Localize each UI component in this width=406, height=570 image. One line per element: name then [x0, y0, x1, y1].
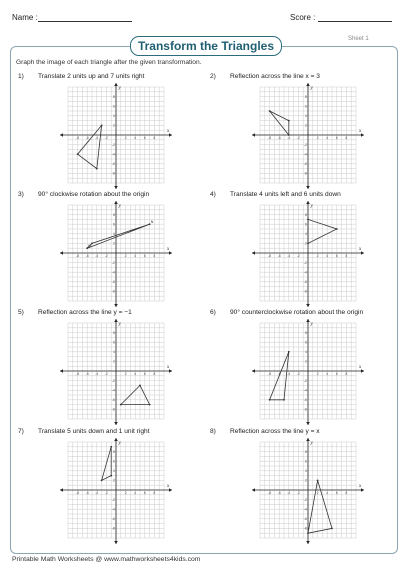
coordinate-plane[interactable] — [210, 317, 400, 429]
x-axis-arrow — [252, 251, 255, 255]
x-axis-arrow — [252, 369, 255, 373]
x-tick-label: -4 — [95, 372, 99, 376]
x-tick-label: 8 — [345, 372, 348, 376]
name-field-line[interactable] — [38, 21, 132, 22]
x-tick-label: -6 — [277, 136, 281, 140]
y-axis-arrow — [306, 422, 310, 425]
problem-5 — [18, 309, 208, 429]
y-tick-label: -6 — [303, 398, 307, 402]
x-axis-arrow — [361, 369, 364, 373]
triangle-vertex — [288, 351, 290, 353]
y-tick-label: -6 — [111, 162, 115, 166]
x-axis-arrow — [60, 251, 63, 255]
problem-8 — [210, 428, 400, 548]
y-axis-label: y — [118, 86, 121, 91]
x-axis-label: x — [167, 129, 170, 134]
x-tick-label: 4 — [326, 372, 329, 376]
triangle-vertex — [110, 446, 112, 448]
x-tick-label: -6 — [85, 372, 89, 376]
x-tick-label: -4 — [95, 491, 99, 495]
x-axis-label: x — [359, 365, 362, 370]
y-tick-label: 2 — [305, 478, 307, 483]
y-tick-label: -8 — [111, 289, 115, 294]
y-axis-label: y — [310, 204, 313, 209]
y-axis-arrow — [306, 201, 310, 204]
y-axis-arrow — [306, 304, 310, 307]
y-tick-label: -2 — [111, 497, 115, 502]
y-tick-label: -6 — [111, 280, 115, 284]
y-tick-label: -2 — [303, 497, 307, 502]
x-tick-label: 4 — [134, 136, 137, 140]
vertex-label: N — [150, 220, 154, 224]
y-tick-label: 8 — [113, 212, 115, 217]
x-tick-label: 8 — [345, 254, 348, 258]
y-tick-label: -2 — [111, 378, 115, 383]
y-tick-label: 2 — [113, 478, 115, 483]
y-axis-arrow — [306, 186, 310, 189]
y-tick-label: -4 — [303, 507, 307, 512]
y-axis-label: y — [310, 86, 313, 91]
footer-text: Printable Math Worksheets @ www.mathworksheets4kids.com — [12, 556, 201, 563]
problem-1 — [18, 73, 208, 193]
problem-number: 8) — [210, 428, 216, 435]
x-axis-arrow — [169, 488, 172, 492]
x-tick-label: -2 — [104, 491, 108, 495]
x-tick-label: -6 — [277, 491, 281, 495]
triangle-vertex — [101, 125, 103, 127]
x-tick-label: -2 — [104, 136, 108, 140]
y-tick-label: -4 — [111, 507, 115, 512]
y-axis-label: y — [118, 204, 121, 209]
y-tick-label: 4 — [305, 114, 307, 118]
x-tick-label: -4 — [287, 491, 291, 495]
problem-instruction: Reflection across the line y = x — [230, 428, 320, 435]
y-axis-arrow — [114, 201, 118, 204]
x-axis-arrow — [361, 488, 364, 492]
y-tick-label: 2 — [113, 123, 115, 128]
problem-instruction: Translate 2 units up and 7 units right — [38, 73, 145, 80]
x-axis-arrow — [60, 488, 63, 492]
y-axis-label: y — [310, 441, 313, 446]
y-tick-label: -6 — [111, 517, 115, 521]
problem-number: 3) — [18, 191, 24, 198]
score-field-line[interactable] — [318, 21, 392, 22]
x-tick-label: 2 — [124, 136, 127, 140]
triangle-vertex — [110, 475, 112, 477]
x-tick-label: -4 — [95, 136, 99, 140]
x-tick-label: 8 — [345, 491, 348, 495]
y-tick-label: -8 — [303, 289, 307, 294]
problem-instruction: 90° counterclockwise rotation about the origin — [230, 309, 364, 316]
triangle-vertex — [96, 168, 98, 170]
x-tick-label: -2 — [104, 254, 108, 258]
x-tick-label: -8 — [76, 372, 80, 376]
y-tick-label: 6 — [305, 104, 307, 109]
score-label: Score : — [290, 13, 316, 22]
x-axis-arrow — [169, 133, 172, 137]
triangle-vertex — [283, 399, 285, 401]
x-tick-label: -4 — [287, 372, 291, 376]
triangle-vertex — [307, 219, 309, 221]
x-tick-label: -8 — [268, 254, 272, 258]
y-tick-label: 2 — [305, 241, 307, 246]
y-tick-label: -4 — [111, 388, 115, 393]
y-tick-label: -8 — [111, 526, 115, 531]
y-tick-label: 6 — [113, 340, 115, 345]
x-tick-label: 4 — [326, 136, 329, 140]
y-tick-label: 4 — [305, 232, 307, 236]
problem-7 — [18, 428, 208, 548]
y-tick-label: -6 — [303, 162, 307, 166]
problem-2 — [210, 73, 400, 193]
triangle-vertex — [307, 243, 309, 245]
y-tick-label: -2 — [303, 142, 307, 147]
problem-number: 5) — [18, 309, 24, 316]
problem-instruction: Reflection across the line y = −1 — [38, 309, 132, 316]
x-tick-label: 6 — [335, 136, 338, 140]
triangle-vertex — [77, 153, 79, 155]
triangle — [87, 224, 149, 248]
y-axis-arrow — [114, 186, 118, 189]
x-tick-label: 6 — [335, 491, 338, 495]
coordinate-plane[interactable] — [210, 436, 400, 548]
y-tick-label: 6 — [113, 104, 115, 109]
y-axis-arrow — [114, 438, 118, 441]
y-axis-arrow — [114, 422, 118, 425]
x-tick-label: 6 — [143, 254, 146, 258]
x-tick-label: -2 — [296, 372, 300, 376]
y-tick-label: -2 — [303, 378, 307, 383]
y-tick-label: -2 — [303, 260, 307, 265]
x-tick-label: -4 — [95, 254, 99, 258]
y-axis-label: y — [118, 441, 121, 446]
x-tick-label: 6 — [143, 136, 146, 140]
x-axis-label: x — [359, 129, 362, 134]
x-axis-label: x — [167, 365, 170, 370]
y-tick-label: -2 — [111, 142, 115, 147]
y-tick-label: -6 — [303, 517, 307, 521]
y-tick-label: -8 — [303, 171, 307, 176]
y-tick-label: 8 — [305, 212, 307, 217]
x-tick-label: 2 — [316, 372, 319, 376]
y-axis-arrow — [306, 83, 310, 86]
triangle — [78, 125, 102, 168]
y-tick-label: -8 — [111, 171, 115, 176]
y-tick-label: -8 — [111, 407, 115, 412]
y-tick-label: -6 — [303, 280, 307, 284]
problem-number: 6) — [210, 309, 216, 316]
y-axis-arrow — [306, 438, 310, 441]
x-tick-label: 6 — [143, 491, 146, 495]
x-axis-arrow — [169, 251, 172, 255]
x-tick-label: -8 — [76, 136, 80, 140]
x-tick-label: -4 — [287, 136, 291, 140]
problem-instruction: Translate 5 units down and 1 unit right — [38, 428, 150, 435]
y-tick-label: 2 — [305, 359, 307, 364]
problem-number: 2) — [210, 73, 216, 80]
x-axis-arrow — [60, 369, 63, 373]
y-tick-label: 2 — [113, 241, 115, 246]
x-tick-label: 4 — [134, 491, 137, 495]
x-axis-arrow — [361, 133, 364, 137]
y-tick-label: 4 — [305, 469, 307, 473]
x-tick-label: 2 — [316, 491, 319, 495]
triangle-vertex — [336, 228, 338, 230]
x-tick-label: -6 — [277, 254, 281, 258]
x-tick-label: 6 — [143, 372, 146, 376]
x-axis-arrow — [252, 488, 255, 492]
x-tick-label: -2 — [296, 491, 300, 495]
coordinate-plane[interactable] — [210, 81, 400, 193]
y-tick-label: 8 — [305, 94, 307, 99]
y-tick-label: 4 — [113, 114, 115, 118]
y-tick-label: 2 — [305, 123, 307, 128]
y-tick-label: 4 — [113, 350, 115, 354]
x-tick-label: 4 — [326, 491, 329, 495]
triangle-vertex — [269, 110, 271, 112]
x-tick-label: 2 — [316, 254, 319, 258]
triangle-vertex — [288, 120, 290, 122]
x-tick-label: 2 — [124, 254, 127, 258]
x-tick-label: -8 — [76, 491, 80, 495]
y-tick-label: 8 — [305, 330, 307, 335]
y-tick-label: 8 — [113, 94, 115, 99]
coordinate-plane[interactable] — [210, 199, 400, 311]
y-tick-label: 4 — [113, 232, 115, 236]
problem-instruction: Translate 4 units left and 6 units down — [230, 191, 341, 198]
triangle-vertex — [288, 134, 290, 136]
triangle-vertex — [307, 532, 309, 534]
x-tick-label: 4 — [326, 254, 329, 258]
x-tick-label: -6 — [277, 372, 281, 376]
triangle-vertex — [139, 385, 141, 387]
x-tick-label: 8 — [153, 254, 156, 258]
y-tick-label: 6 — [305, 340, 307, 345]
problem-instruction: 90° clockwise rotation about the origin — [38, 191, 150, 198]
x-tick-label: 8 — [153, 136, 156, 140]
x-tick-label: 8 — [153, 491, 156, 495]
y-tick-label: -4 — [111, 270, 115, 275]
triangle-vertex — [269, 399, 271, 401]
y-tick-label: -2 — [111, 260, 115, 265]
x-tick-label: 6 — [335, 254, 338, 258]
x-tick-label: -8 — [268, 372, 272, 376]
problem-instruction: Reflection across the line x = 3 — [230, 73, 320, 80]
y-tick-label: 4 — [305, 350, 307, 354]
y-tick-label: -4 — [303, 388, 307, 393]
y-tick-label: 8 — [305, 449, 307, 454]
problem-number: 4) — [210, 191, 216, 198]
x-axis-label: x — [167, 247, 170, 252]
coordinate-plane[interactable] — [18, 199, 208, 311]
x-tick-label: 2 — [124, 372, 127, 376]
y-axis-label: y — [118, 322, 121, 327]
y-tick-label: -8 — [303, 526, 307, 531]
y-tick-label: 6 — [113, 459, 115, 464]
problem-6 — [210, 309, 400, 429]
y-tick-label: -4 — [303, 270, 307, 275]
y-axis-arrow — [114, 541, 118, 544]
problem-number: 7) — [18, 428, 24, 435]
y-tick-label: -8 — [303, 407, 307, 412]
triangle-vertex — [91, 243, 93, 245]
y-axis-arrow — [114, 83, 118, 86]
y-axis-arrow — [306, 319, 310, 322]
coordinate-plane[interactable] — [18, 81, 208, 193]
y-tick-label: -4 — [111, 152, 115, 157]
x-tick-label: -6 — [85, 491, 89, 495]
coordinate-plane[interactable] — [18, 436, 208, 548]
x-tick-label: -2 — [296, 254, 300, 258]
x-tick-label: -8 — [76, 254, 80, 258]
header-row — [0, 10, 406, 26]
sheet-label: Sheet 1 — [348, 36, 369, 42]
problem-number: 1) — [18, 73, 24, 80]
y-axis-arrow — [306, 541, 310, 544]
y-tick-label: 6 — [113, 222, 115, 227]
problem-4 — [210, 191, 400, 311]
y-axis-arrow — [114, 304, 118, 307]
x-tick-label: -8 — [268, 136, 272, 140]
x-tick-label: 2 — [124, 491, 127, 495]
x-tick-label: 8 — [345, 136, 348, 140]
x-tick-label: 6 — [335, 372, 338, 376]
x-tick-label: 4 — [134, 254, 137, 258]
y-tick-label: -4 — [303, 152, 307, 157]
instructions: Graph the image of each triangle after the given transformation. — [16, 59, 202, 66]
x-tick-label: -8 — [268, 491, 272, 495]
coordinate-plane[interactable] — [18, 317, 208, 429]
x-tick-label: -6 — [85, 136, 89, 140]
x-axis-label: x — [167, 484, 170, 489]
x-tick-label: -6 — [85, 254, 89, 258]
x-tick-label: -2 — [104, 372, 108, 376]
triangle — [308, 480, 332, 533]
vertex-label: M — [88, 244, 92, 248]
x-axis-arrow — [361, 251, 364, 255]
y-tick-label: 8 — [113, 330, 115, 335]
x-tick-label: 8 — [153, 372, 156, 376]
x-tick-label: 4 — [134, 372, 137, 376]
x-tick-label: -2 — [296, 136, 300, 140]
y-tick-label: 6 — [305, 459, 307, 464]
y-tick-label: 4 — [113, 469, 115, 473]
y-tick-label: 2 — [113, 359, 115, 364]
y-tick-label: 8 — [113, 449, 115, 454]
y-axis-arrow — [114, 319, 118, 322]
triangle-vertex — [149, 404, 151, 406]
y-axis-label: y — [310, 322, 313, 327]
triangle-vertex — [331, 528, 333, 530]
y-tick-label: -6 — [111, 398, 115, 402]
triangle-vertex — [120, 404, 122, 406]
worksheet-title: Transform the Triangles — [130, 36, 282, 56]
x-tick-label: -4 — [287, 254, 291, 258]
x-axis-arrow — [60, 133, 63, 137]
x-tick-label: 2 — [316, 136, 319, 140]
triangle-vertex — [317, 480, 319, 482]
problem-3 — [18, 191, 208, 311]
name-label: Name : — [12, 13, 38, 22]
y-tick-label: 6 — [305, 222, 307, 227]
x-axis-arrow — [252, 133, 255, 137]
x-axis-label: x — [359, 484, 362, 489]
x-axis-arrow — [169, 369, 172, 373]
x-axis-label: x — [359, 247, 362, 252]
triangle-vertex — [101, 480, 103, 482]
